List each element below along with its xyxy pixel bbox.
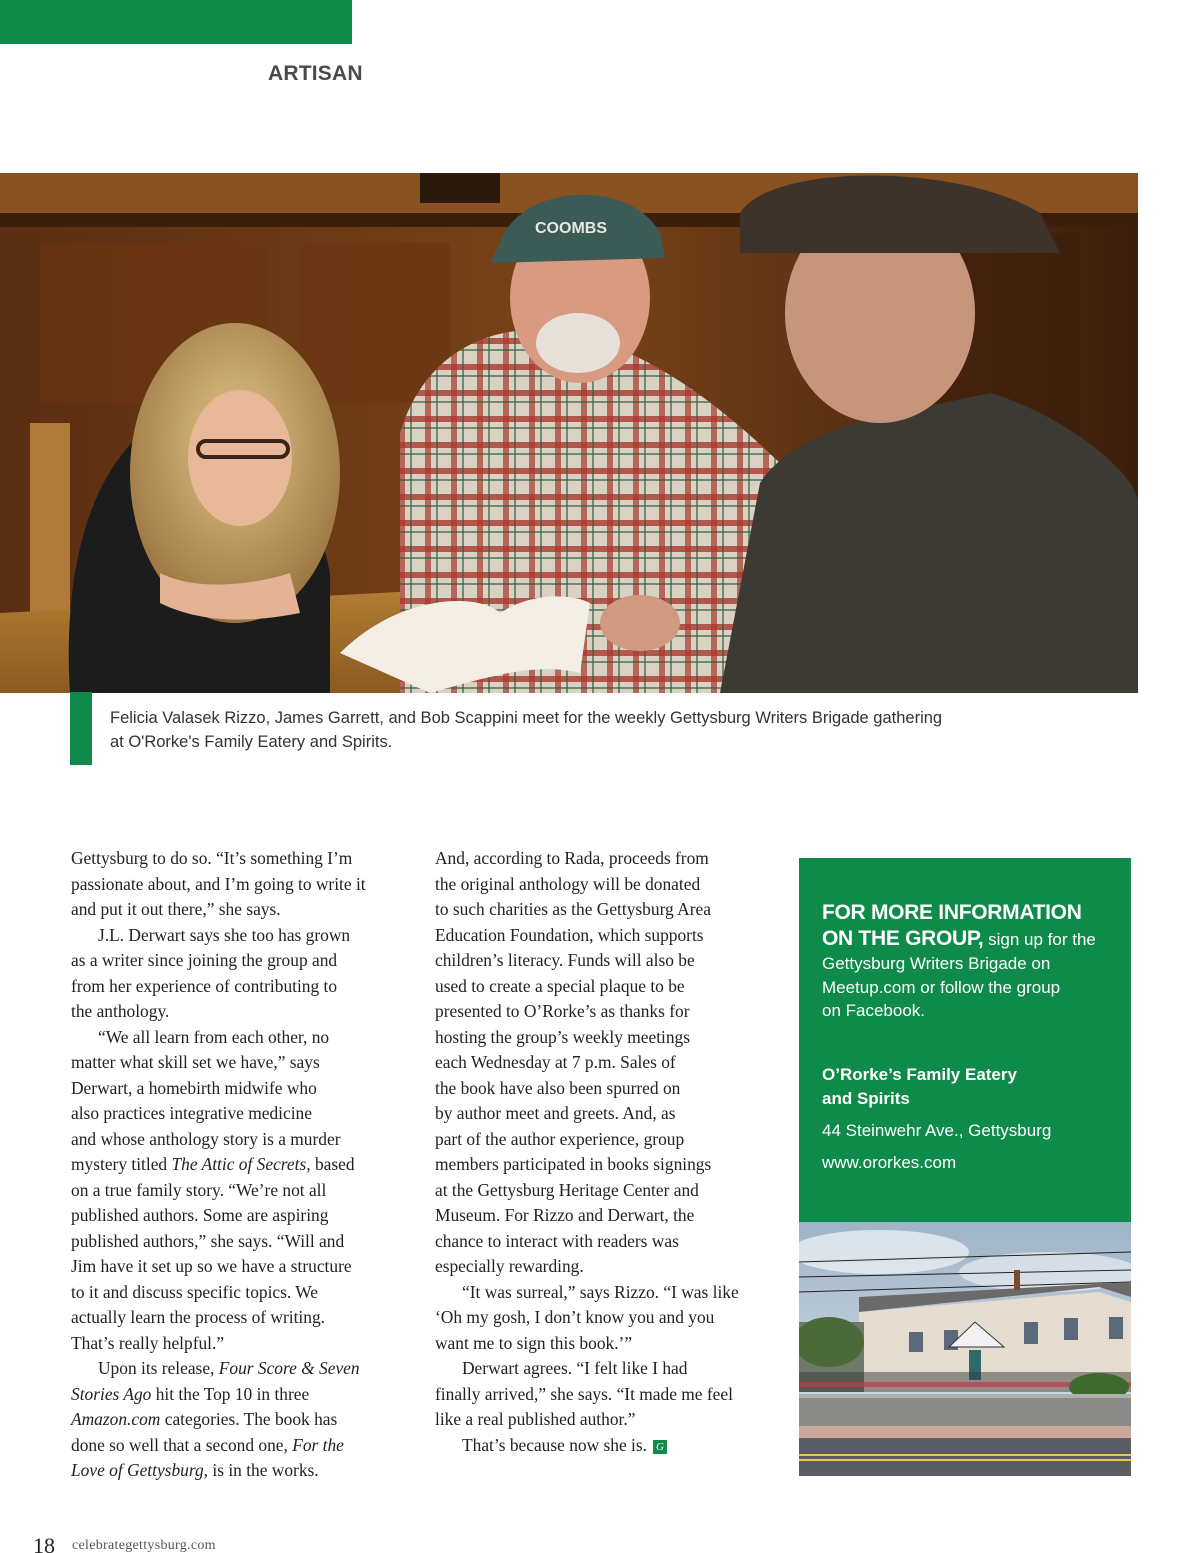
text-line: That’s really helpful.”	[71, 1332, 225, 1353]
text-line: Jim have it set up so we have a structure	[71, 1256, 352, 1276]
book-title: For the	[292, 1434, 344, 1455]
article-column-2	[435, 846, 770, 1458]
venue-name-line: O’Rorke’s Family Eatery	[822, 1064, 1017, 1084]
site-name: Amazon.com	[71, 1409, 161, 1429]
caption-line: at O'Rorke's Family Eatery and Spirits.	[110, 733, 393, 751]
text-line: finally arrived,” she says. “It made me feel	[435, 1383, 733, 1404]
text-line: the book have also been spurred on	[435, 1077, 681, 1098]
sidebar-heading: FOR MORE INFORMATION	[822, 901, 1082, 924]
text-line: Education Foundation, which supports	[435, 924, 704, 945]
text-run: based	[314, 1154, 355, 1174]
text-line: as a writer since joining the group and	[71, 950, 338, 970]
text-line	[71, 1458, 406, 1484]
text-line: “It was surreal,” says Rizzo. “I was like	[462, 1281, 739, 1302]
text-run: mystery titled	[71, 1154, 168, 1174]
venue-address: 44 Steinwehr Ave., Gettysburg	[822, 1120, 1052, 1140]
caption-line: Felicia Valasek Rizzo, James Garrett, and Bob Scappini meet for the weekly Gettysburg Writers Brigade gathering	[110, 709, 943, 727]
footer-url: celebrategettysburg.com	[72, 1538, 216, 1553]
text-line: actually learn the process of writing.	[71, 1307, 326, 1327]
text-line: to such charities as the Gettysburg Area	[435, 899, 711, 919]
article-column-1	[71, 846, 406, 1484]
text-line: at the Gettysburg Heritage Center and	[435, 1179, 699, 1200]
story-title: The Attic of Secrets,	[171, 1154, 311, 1174]
text-line: want me to sign this book.’”	[435, 1332, 633, 1353]
text-line: J.L. Derwart says she too has grown	[98, 924, 351, 945]
text-line: Derwart, a homebirth midwife who	[71, 1077, 317, 1098]
text-line	[71, 1382, 406, 1408]
text-line	[71, 1407, 406, 1433]
text-line: Museum. For Rizzo and Derwart, the	[435, 1205, 695, 1225]
restaurant-photo	[799, 1222, 1131, 1476]
text-line: the anthology.	[71, 1001, 170, 1021]
hero-photo	[0, 173, 1138, 693]
text-line: especially rewarding.	[435, 1256, 584, 1276]
text-line: published authors,” she says. “Will and	[71, 1230, 345, 1251]
text-line: and whose anthology story is a murder	[71, 1128, 341, 1149]
top-accent-bar	[0, 0, 352, 44]
text-run: hit the Top 10 in three	[155, 1383, 310, 1404]
text-line: children’s literacy. Funds will also be	[435, 950, 695, 970]
text-line: to it and discuss specific topics. We	[71, 1281, 319, 1302]
sidebar-text: Gettysburg Writers Brigade on	[822, 954, 1051, 973]
text-line: “We all learn from each other, no	[98, 1026, 330, 1047]
text-line: each Wednesday at 7 p.m. Sales of	[435, 1052, 676, 1072]
text-line: and put it out there,” she says.	[71, 899, 281, 919]
book-title: Four Score & Seven	[218, 1358, 360, 1378]
text-line: also practices integrative medicine	[71, 1103, 312, 1123]
text-run: is in the works.	[212, 1460, 319, 1480]
text-line: Derwart agrees. “I felt like I had	[462, 1358, 688, 1378]
venue-name	[822, 1063, 1109, 1111]
text-line: used to create a special plaque to be	[435, 975, 685, 996]
venue-name-line: and Spirits	[822, 1088, 910, 1108]
sidebar-text: on Facebook.	[822, 1001, 926, 1020]
sidebar-text: sign up for the	[983, 930, 1096, 949]
sidebar-heading-row	[822, 926, 1109, 952]
text-line: Gettysburg to do so. “It’s something I’m	[71, 848, 353, 868]
text-line: by author meet and greets. And, as	[435, 1103, 676, 1123]
text-run: That’s because now she is.	[462, 1434, 647, 1455]
text-line: ‘Oh my gosh, I don’t know you and you	[435, 1307, 715, 1327]
photo-caption	[110, 706, 1030, 754]
text-line: on a true family story. “We’re not all	[71, 1179, 327, 1200]
text-run: Upon its release,	[98, 1358, 215, 1378]
text-line	[71, 1152, 406, 1178]
text-line: the original anthology will be donated	[435, 873, 701, 894]
info-sidebar	[799, 858, 1131, 1222]
text-line: hosting the group’s weekly meetings	[435, 1026, 691, 1047]
text-line	[71, 1433, 406, 1459]
book-title: Love of Gettysburg,	[71, 1460, 209, 1480]
end-of-article-icon: G	[653, 1440, 667, 1454]
caption-accent-bar	[70, 692, 92, 765]
venue-website-link[interactable]: www.ororkes.com	[822, 1152, 957, 1172]
text-line	[435, 1433, 770, 1459]
text-line: matter what skill set we have,” says	[71, 1052, 320, 1072]
book-title: Stories Ago	[71, 1383, 152, 1404]
page-number: 18	[33, 1533, 55, 1553]
text-line: from her experience of contributing to	[71, 975, 338, 996]
text-run: done so well that a second one,	[71, 1434, 288, 1455]
text-line: passionate about, and I’m going to write it	[71, 873, 366, 894]
text-line: presented to O’Rorke’s as thanks for	[435, 1001, 690, 1021]
text-line: part of the author experience, group	[435, 1128, 685, 1149]
text-line: And, according to Rada, proceeds from	[435, 848, 709, 868]
text-line: published authors. Some are aspiring	[71, 1205, 329, 1225]
sidebar-text: Meetup.com or follow the group	[822, 977, 1061, 997]
text-line: like a real published author.”	[435, 1409, 636, 1429]
text-run: categories. The book has	[164, 1409, 338, 1429]
text-line: members participated in books signings	[435, 1154, 712, 1174]
section-label: ARTISAN	[268, 62, 363, 85]
sidebar-heading: ON THE GROUP,	[822, 927, 984, 950]
cap-logo-text: COOMBS	[535, 220, 607, 237]
text-line	[71, 1356, 406, 1382]
text-line: chance to interact with readers was	[435, 1230, 679, 1251]
